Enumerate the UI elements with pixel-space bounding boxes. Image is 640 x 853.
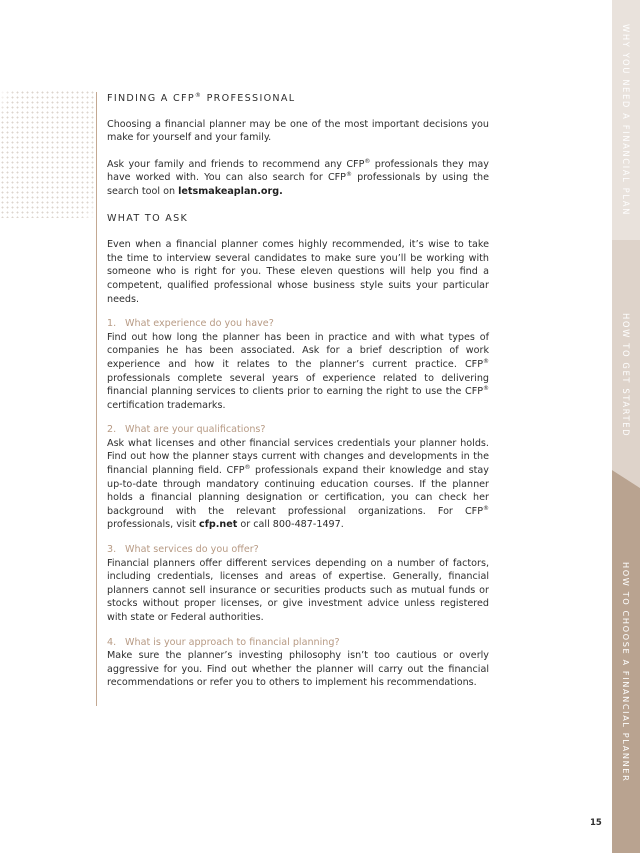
answer-4: Make sure the planner’s investing philosophy isn’t too cautious or overly aggressive for you. Find out whether the planner will carry out the financial recommendations or refer you to others to implement his recommendations. (107, 650, 489, 689)
registered-mark: ® (483, 504, 489, 512)
question-number: 1. (107, 318, 117, 330)
registered-mark: ® (194, 91, 203, 99)
text: professionals by using the search tool on (107, 172, 489, 197)
question-text: What experience do you have? (125, 318, 274, 330)
answer-1 (107, 331, 489, 413)
text: Ask your family and friends to recommend any CFP (107, 158, 365, 170)
answer-2 (107, 437, 489, 532)
tab-label-started: HOW TO GET STARTED (621, 313, 631, 438)
registered-mark: ® (345, 171, 352, 179)
paragraph-ask-family (107, 158, 489, 199)
question-2 (107, 423, 489, 437)
registered-mark: ® (244, 463, 251, 471)
answer-3: Financial planners offer different services depending on a number of factors, including credentials, licenses and areas of expertise. Generally, financial planners cannot sell insurance or securities products such as mutual funds or stocks without proper licenses, or give investment advice unless registered with state or Federal authorities. (107, 557, 489, 623)
question-number: 3. (107, 544, 117, 556)
text: professionals they may have worked with. You can also search for CFP (107, 158, 489, 184)
question-number: 4. (107, 636, 117, 648)
text: professionals expand their knowledge and stay up-to-date through mandatory continuing education courses. If the planner holds a financial planning designation or certification, you can check her background with the relevant professional organizations. For CFP (107, 465, 489, 517)
dot-pattern-decoration (0, 90, 96, 218)
heading-what-to-ask: WHAT TO ASK (107, 212, 189, 224)
tab-label-why: WHY YOU NEED A FINANCIAL PLAN (621, 24, 631, 216)
heading-text: PROFESSIONAL (202, 93, 296, 104)
question-text: What are your qualifications? (125, 424, 266, 436)
question-text: What services do you offer? (125, 544, 259, 556)
registered-mark: ® (483, 384, 489, 392)
registered-mark: ® (364, 157, 371, 165)
registered-mark: ® (483, 357, 489, 365)
question-3 (107, 543, 489, 557)
question-number: 2. (107, 424, 117, 436)
question-text: What is your approach to financial planning? (125, 636, 340, 648)
section-tab-bar (612, 0, 640, 853)
page-number: 15 (590, 818, 602, 828)
text: Find out how long the planner has been in practice and with what types of companies he has been associated. Ask for a brief description of work experience and how it relates to the planner’s current practice. CFP (107, 331, 489, 370)
text: professionals complete several years of experience related to delivering financial planning services to clients prior to earning the right to use the CFP (107, 372, 489, 398)
paragraph-choosing: Choosing a financial planner may be one of the most important decisions you make for yourself and your family. (107, 118, 489, 144)
text: professionals, visit (107, 519, 200, 531)
text: certification trademarks. (107, 399, 226, 411)
paragraph-intro: Even when a financial planner comes highly recommended, it’s wise to take the time to interview several candidates to make sure you’ll be working with someone who is right for you. These eleven questions will help you find a competent, qualified professional whose business style suits your particular needs. (107, 239, 489, 305)
heading-finding-cfp (107, 92, 489, 106)
cfp-net-link[interactable]: cfp.net (199, 519, 238, 531)
vertical-rule (96, 92, 97, 706)
letsmakeaplan-link[interactable]: letsmakeaplan.org. (178, 185, 283, 197)
heading-text: FINDING A CFP (107, 93, 195, 104)
tab-label-choose: HOW TO CHOOSE A FINANCIAL PLANNER (621, 562, 631, 783)
text: Ask what licenses and other financial services credentials your planner holds. Find out how the planner stays current with changes and developments in the financial planning field. CFP (107, 437, 489, 477)
question-4 (107, 636, 489, 650)
text: or call 800-487-1497. (237, 519, 344, 531)
question-1 (107, 317, 489, 331)
main-content (107, 92, 489, 690)
